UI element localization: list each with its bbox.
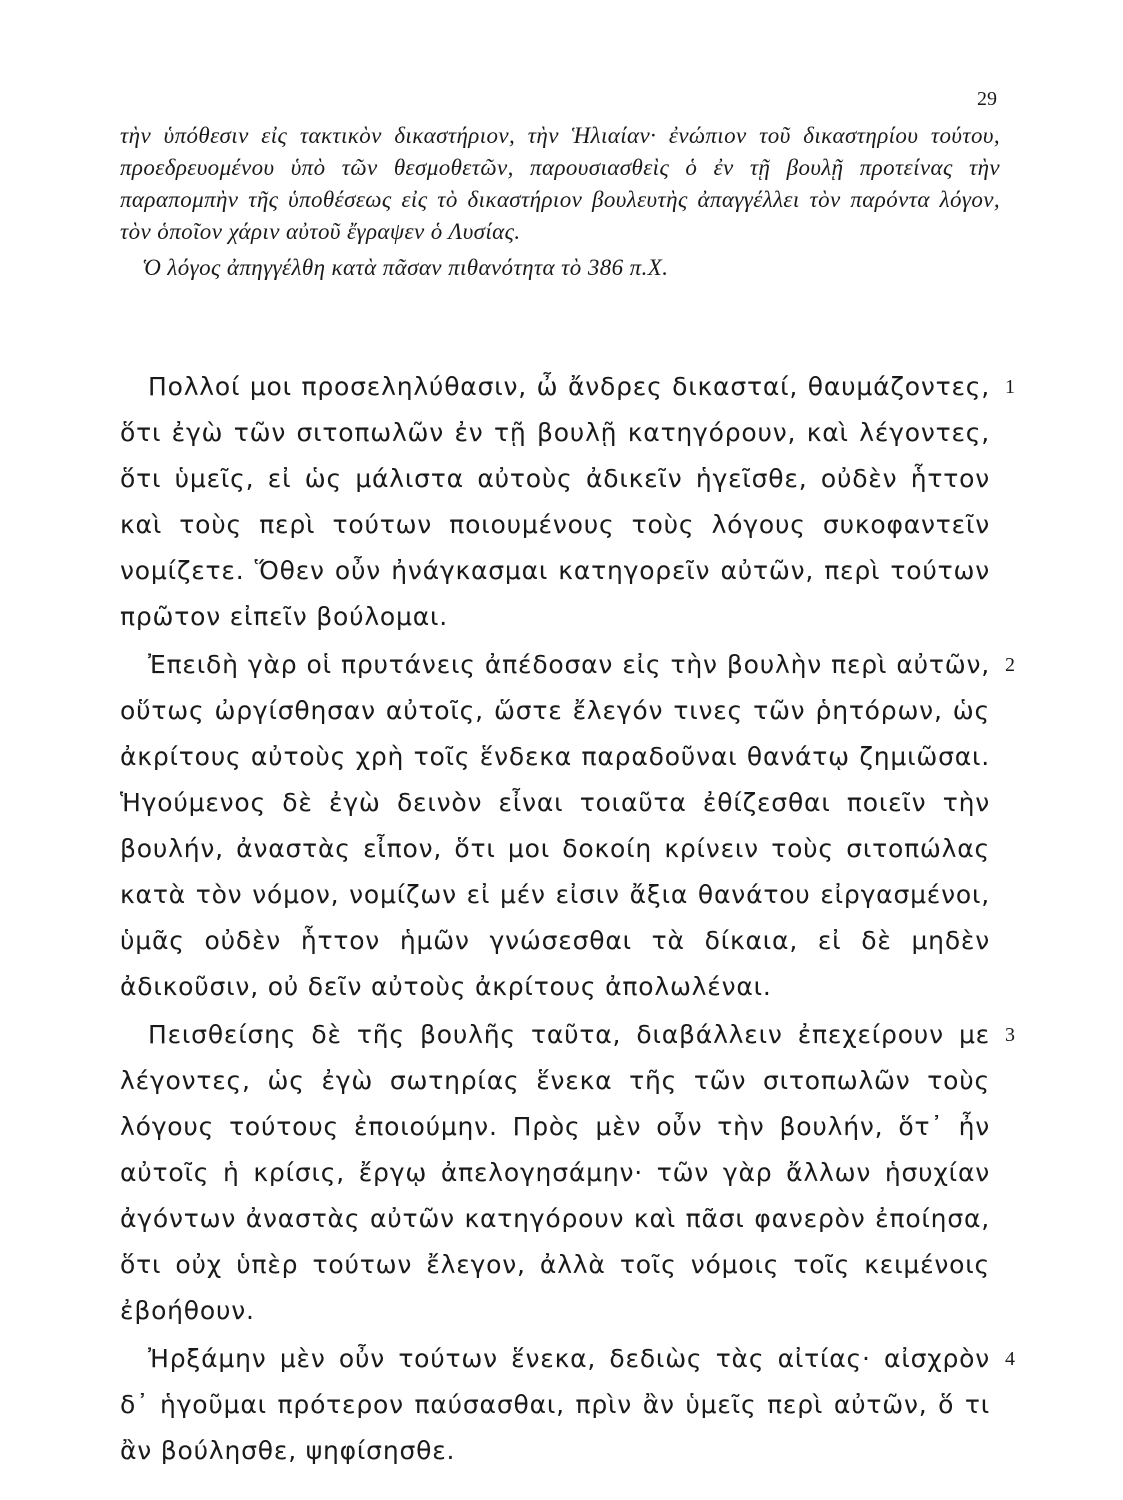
section-number: 2 bbox=[1005, 654, 1016, 676]
paragraph bbox=[120, 1012, 1016, 1334]
page-number: 29 bbox=[977, 88, 997, 110]
paragraph bbox=[120, 1336, 1016, 1474]
paragraph bbox=[120, 364, 1016, 640]
paragraph-text: Ἠρξάμην μὲν οὖν τούτων ἕνεκα, δεδιὼς τὰς αἰτίας· αἰσχρὸν δ᾿ ἡγοῦμαι πρότερον παύσασθαι, πρὶν ἂν ὑμεῖς περὶ αὐτῶν, ὅ τι ἂν βούλησθε, ψηφίσησθε. bbox=[120, 1344, 990, 1465]
section-number: 1 bbox=[1005, 376, 1016, 398]
section-number: 4 bbox=[1005, 1348, 1016, 1370]
intro-dating: Ὁ λόγος ἀπηγγέλθη κατὰ πᾶσαν πιθανότητα τὸ 386 π.Χ. bbox=[142, 255, 669, 280]
paragraph bbox=[120, 642, 1016, 1010]
section-number: 3 bbox=[1005, 1024, 1016, 1046]
paragraph-text: Ἐπειδὴ γὰρ οἱ πρυτάνεις ἀπέδοσαν εἰς τὴν βουλὴν περὶ αὐτῶν, οὕτως ὠργίσθησαν αὐτοῖς, ὥστε ἔλεγόν τινες τῶν ῥητόρων, ὡς ἀκρίτους αὐτοὺς χρὴ τοῖς ἕνδεκα παραδοῦναι θανάτῳ ζημιῶσαι. Ἡγούμενος δὲ ἐγὼ δεινὸν εἶναι τοιαῦτα ἐθίζεσθαι ποιεῖν τὴν βουλήν, ἀναστὰς εἶπον, ὅτι μοι δοκοίη κρίνειν τοὺς σιτοπώλας κατὰ τὸν νόμον, νομίζων εἰ μέν εἰσιν ἄξια θανάτου εἰργασμένοι, ὑμᾶς οὐδὲν ἧττον ἡμῶν γνώσεσθαι τὰ δίκαια, εἰ δὲ μηδὲν ἀδικοῦσιν, οὐ δεῖν αὐτοὺς ἀκρίτους ἀπολωλέναι. bbox=[120, 650, 990, 1001]
speech-text bbox=[120, 364, 1016, 1474]
introduction-note bbox=[120, 120, 1000, 284]
intro-summary: τὴν ὑπόθεσιν εἰς τακτικὸν δικαστήριον, τὴν Ἡλιαίαν· ἐνώπιον τοῦ δικαστηρίου τούτου, προεδρευομένου ὑπὸ τῶν θεσμοθετῶν, παρουσιασθεὶς ὁ ἐν τῇ βουλῇ προτείνας τὴν παραπομπὴν τῆς ὑποθέσεως εἰς τὸ δικαστήριον βουλευτὴς ἀπαγγέλλει τὸν παρόντα λόγον, τὸν ὁποῖον χάριν αὐτοῦ ἔγραψεν ὁ Λυσίας. bbox=[120, 123, 1000, 244]
paragraph-text: Πεισθείσης δὲ τῆς βουλῆς ταῦτα, διαβάλλειν ἐπεχείρουν με λέγοντες, ὡς ἐγὼ σωτηρίας ἕνεκα τῆς τῶν σιτοπωλῶν τοὺς λόγους τούτους ἐποιούμην. Πρὸς μὲν οὖν τὴν βουλήν, ὅτ᾿ ἦν αὐτοῖς ἡ κρίσις, ἔργῳ ἀπελογησάμην· τῶν γὰρ ἄλλων ἡσυχίαν ἀγόντων ἀναστὰς αὐτῶν κατηγόρουν καὶ πᾶσι φανερὸν ἐποίησα, ὅτι οὐχ ὑπὲρ τούτων ἔλεγον, ἀλλὰ τοῖς νόμοις τοῖς κειμένοις ἐβοήθουν. bbox=[120, 1020, 990, 1325]
paragraph-text: Πολλοί μοι προσεληλύθασιν, ὦ ἄνδρες δικασταί, θαυμάζοντες, ὅτι ἐγὼ τῶν σιτοπωλῶν ἐν τῇ βουλῇ κατηγόρουν, καὶ λέγοντες, ὅτι ὑμεῖς, εἰ ὡς μάλιστα αὐτοὺς ἀδικεῖν ἡγεῖσθε, οὐδὲν ἧττον καὶ τοὺς περὶ τούτων ποιουμένους τοὺς λόγους συκοφαντεῖν νομίζετε. Ὅθεν οὖν ἠνάγκασμαι κατηγορεῖν αὐτῶν, περὶ τούτων πρῶτον εἰπεῖν βούλομαι. bbox=[120, 372, 990, 631]
